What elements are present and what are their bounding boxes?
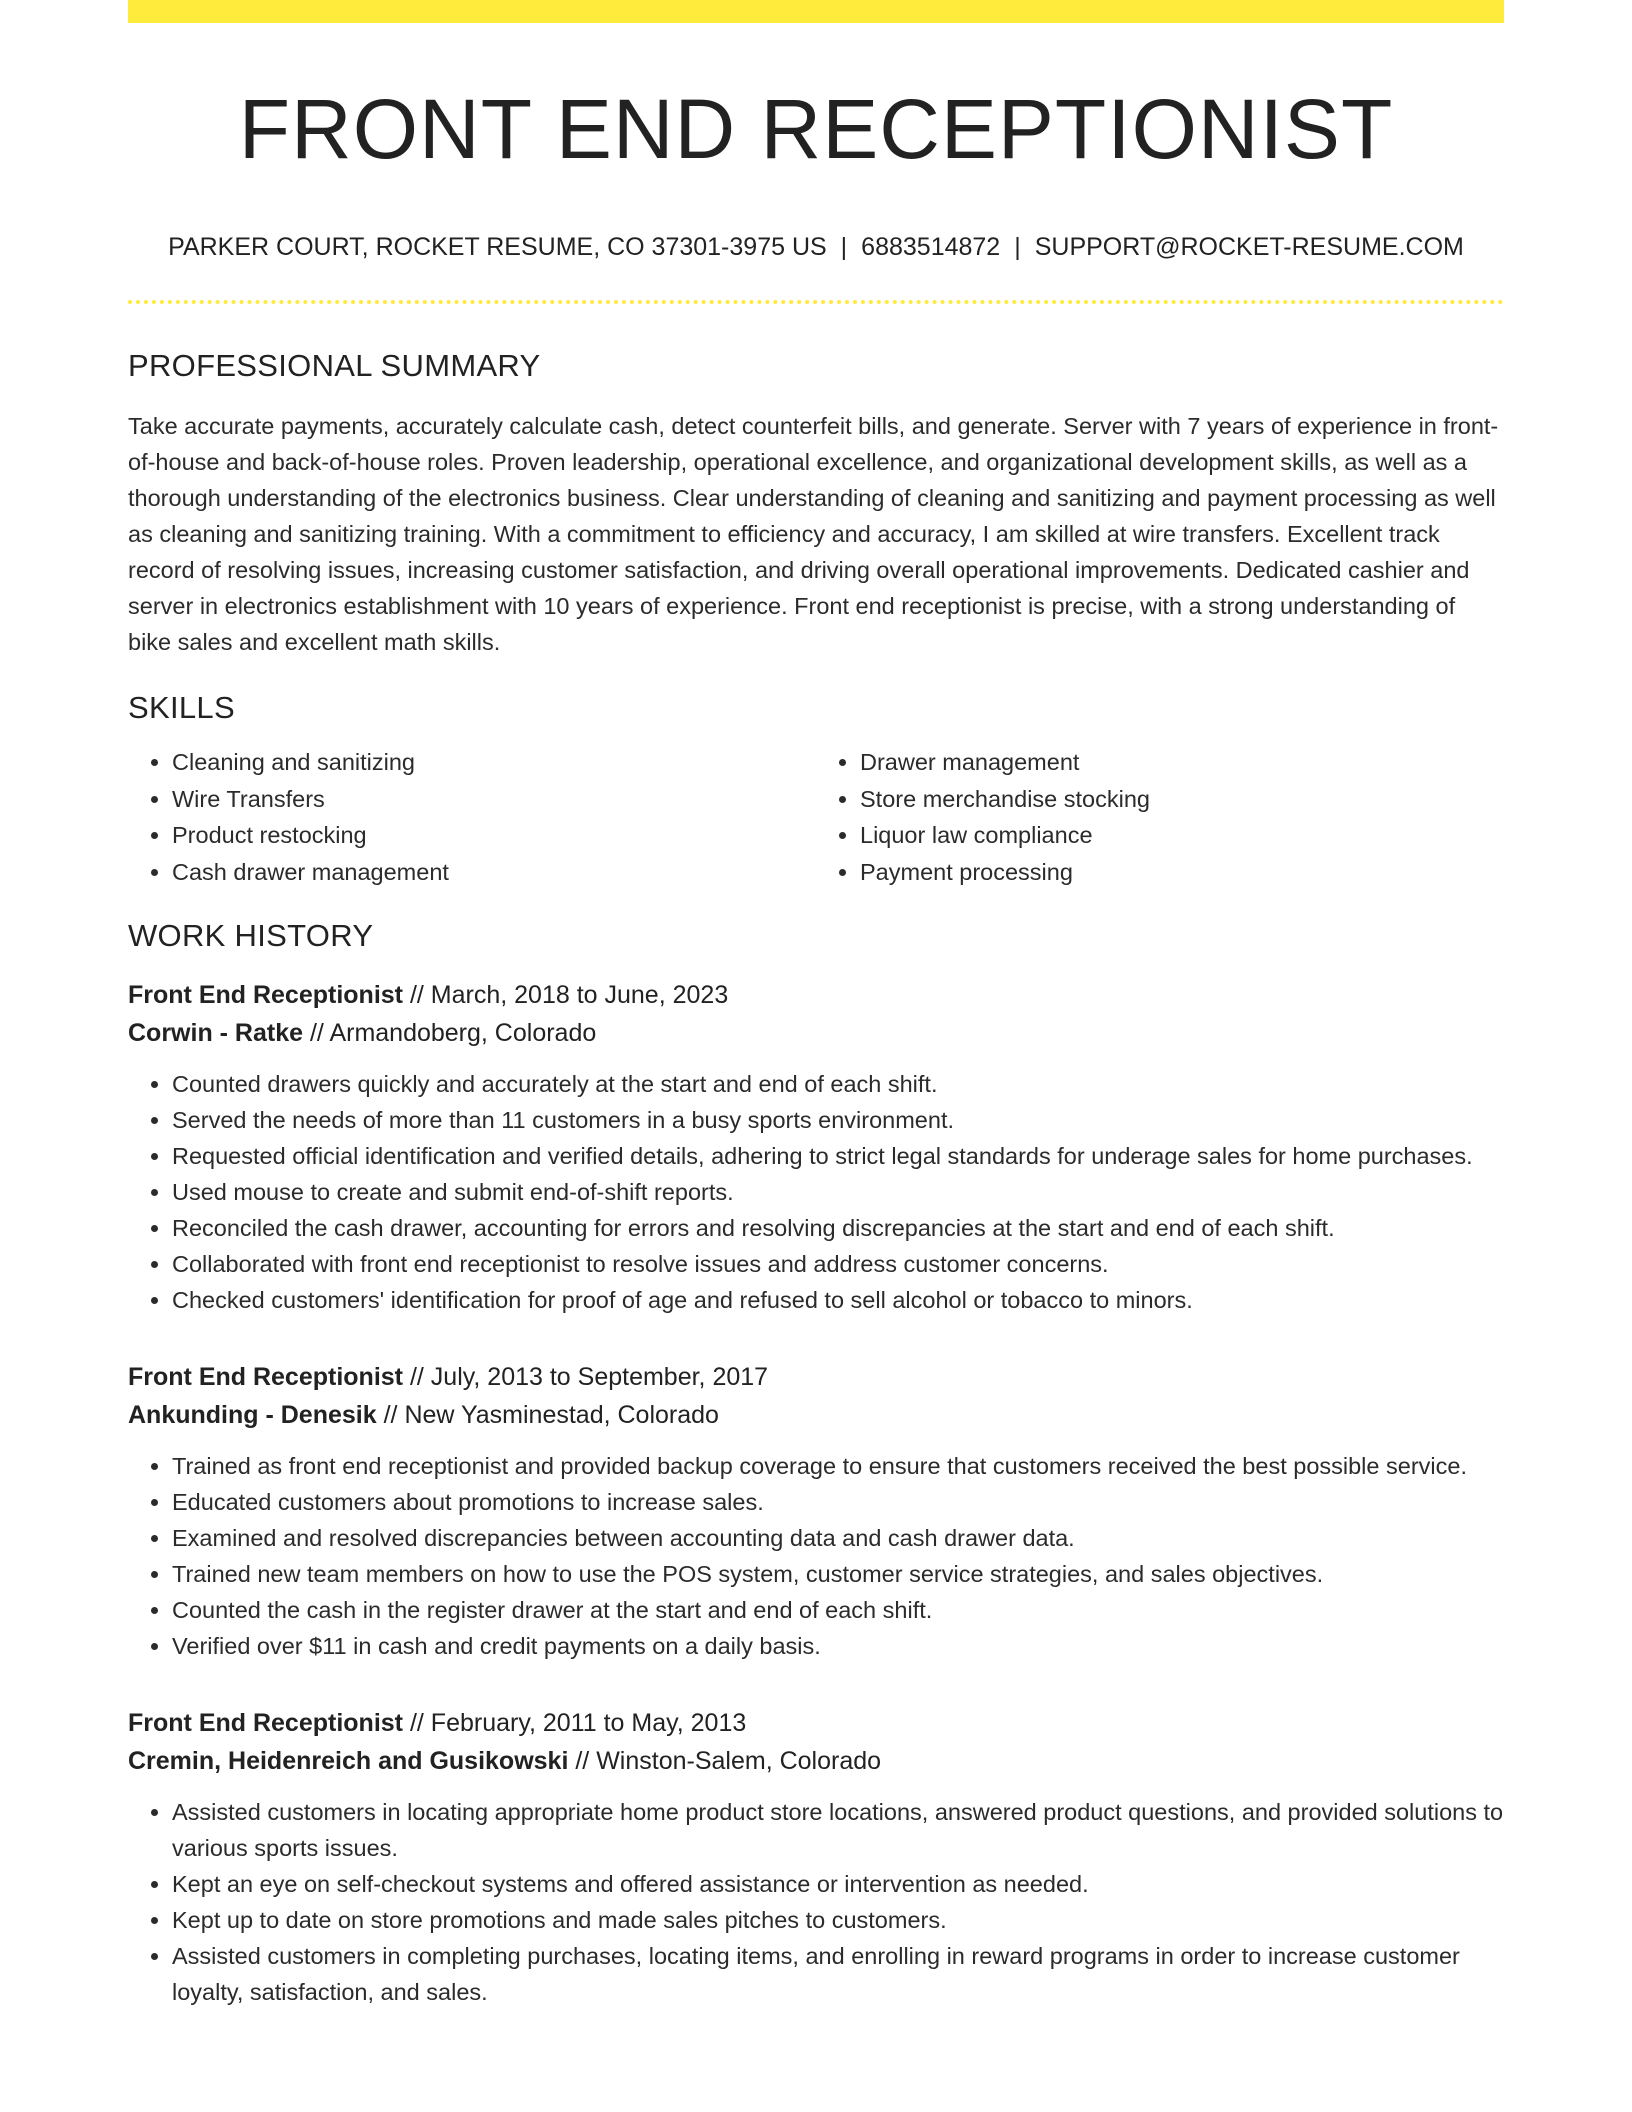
job-bullet: • Counted the cash in the register drawer at the start and end of each shift. — [172, 1592, 1504, 1628]
skills-columns — [128, 744, 1504, 890]
contact-separator: | — [1014, 233, 1021, 262]
job-separator: // — [303, 1019, 330, 1048]
job-bullet: • Reconciled the cash drawer, accounting for errors and resolving discrepancies at the start and end of each shift. — [172, 1210, 1504, 1246]
job-title-line — [128, 1704, 1504, 1742]
job-dates: March, 2018 to June, 2023 — [430, 981, 729, 1010]
job-company-line — [128, 1396, 1504, 1434]
job-entry — [128, 1704, 1504, 2010]
job-separator: // — [403, 981, 431, 1010]
dotted-divider — [128, 300, 1504, 304]
job-bullet: • Educated customers about promotions to increase sales. — [172, 1484, 1504, 1520]
job-separator: // — [403, 1709, 431, 1738]
job-location: Winston-Salem, Colorado — [596, 1747, 882, 1776]
contact-phone: 6883514872 — [861, 233, 1001, 262]
contact-email: SUPPORT@ROCKET-RESUME.COM — [1034, 233, 1464, 262]
job-company: Corwin - Ratke — [128, 1019, 304, 1048]
job-bullet: • Verified over $11 in cash and credit payments on a daily basis. — [172, 1628, 1504, 1664]
work-history-heading: WORK HISTORY — [128, 918, 374, 954]
job-bullets — [128, 1794, 1504, 2010]
skill-item: • Store merchandise stocking — [860, 781, 1504, 818]
job-company: Cremin, Heidenreich and Gusikowski — [128, 1747, 569, 1776]
skills-list-left — [128, 744, 816, 890]
job-bullet: • Kept an eye on self-checkout systems and offered assistance or intervention as needed. — [172, 1866, 1504, 1902]
contact-address: PARKER COURT, ROCKET RESUME, CO 37301-3975 US — [168, 233, 827, 262]
skill-item: • Product restocking — [172, 817, 816, 854]
job-bullet: • Checked customers' identification for proof of age and refused to sell alcohol or tobacco to minors. — [172, 1282, 1504, 1318]
job-bullet: • Examined and resolved discrepancies between accounting data and cash drawer data. — [172, 1520, 1504, 1556]
job-separator: // — [403, 1363, 431, 1392]
job-bullet: • Trained new team members on how to use the POS system, customer service strategies, and sales objectives. — [172, 1556, 1504, 1592]
skill-item: • Payment processing — [860, 854, 1504, 891]
contact-separator: | — [840, 233, 848, 262]
skill-item: • Wire Transfers — [172, 781, 816, 818]
summary-heading: PROFESSIONAL SUMMARY — [128, 348, 541, 384]
job-entry — [128, 976, 1504, 1318]
job-role: Front End Receptionist — [128, 1709, 403, 1738]
job-bullet: • Requested official identification and verified details, adhering to strict legal standards for underage sales for home purchases. — [172, 1138, 1504, 1174]
job-bullet: • Served the needs of more than 11 customers in a busy sports environment. — [172, 1102, 1504, 1138]
contact-line — [128, 233, 1504, 262]
job-dates: February, 2011 to May, 2013 — [430, 1709, 747, 1738]
job-role: Front End Receptionist — [128, 981, 403, 1010]
job-location: Armandoberg, Colorado — [329, 1019, 597, 1048]
skill-item: • Drawer management — [860, 744, 1504, 781]
job-bullets — [128, 1066, 1504, 1318]
job-company-line — [128, 1742, 1504, 1780]
job-bullet: • Assisted customers in locating appropriate home product store locations, answered product questions, and provided solutions to various sports issues. — [172, 1794, 1504, 1866]
job-company: Ankunding - Denesik — [128, 1401, 377, 1430]
job-separator: // — [376, 1401, 405, 1430]
job-separator: // — [568, 1747, 597, 1776]
job-bullet: • Used mouse to create and submit end-of-shift reports. — [172, 1174, 1504, 1210]
job-dates: July, 2013 to September, 2017 — [430, 1363, 769, 1392]
job-location: New Yasminestad, Colorado — [404, 1401, 719, 1430]
skills-heading: SKILLS — [128, 690, 235, 726]
accent-top-bar — [128, 0, 1504, 23]
job-bullets — [128, 1448, 1504, 1664]
job-bullet: • Counted drawers quickly and accurately at the start and end of each shift. — [172, 1066, 1504, 1102]
skill-item: • Cash drawer management — [172, 854, 816, 891]
skill-item: • Cleaning and sanitizing — [172, 744, 816, 781]
skill-item: • Liquor law compliance — [860, 817, 1504, 854]
job-bullet: • Kept up to date on store promotions and made sales pitches to customers. — [172, 1902, 1504, 1938]
summary-text: Take accurate payments, accurately calculate cash, detect counterfeit bills, and generate. Server with 7 years of experience in front-of-house and back-of-house roles. Proven leadership, operational excellence, and organizational development skills, as well as a thorough understanding of the electronics business. Clear understanding of cleaning and sanitizing and payment processing as well as cleaning and sanitizing training. With a commitment to efficiency and accuracy, I am skilled at wire transfers. Excellent track record of resolving issues, increasing customer satisfaction, and driving overall operational improvements. Dedicated cashier and server in electronics establishment with 10 years of experience. Front end receptionist is precise, with a strong understanding of bike sales and excellent math skills. — [128, 413, 1499, 656]
skills-list-right — [816, 744, 1504, 890]
job-role: Front End Receptionist — [128, 1363, 403, 1392]
job-company-line — [128, 1014, 1504, 1052]
job-entry — [128, 1358, 1504, 1664]
job-title-line — [128, 1358, 1504, 1396]
job-bullet: • Collaborated with front end receptionist to resolve issues and address customer concerns. — [172, 1246, 1504, 1282]
job-title-line — [128, 976, 1504, 1014]
resume-name: FRONT END RECEPTIONIST — [238, 82, 1394, 176]
job-bullet: • Trained as front end receptionist and provided backup coverage to ensure that customers received the best possible service. — [172, 1448, 1504, 1484]
job-bullet: • Assisted customers in completing purchases, locating items, and enrolling in reward programs in order to increase customer loyalty, satisfaction, and sales. — [172, 1938, 1504, 2010]
resume-page — [128, 0, 1504, 2010]
